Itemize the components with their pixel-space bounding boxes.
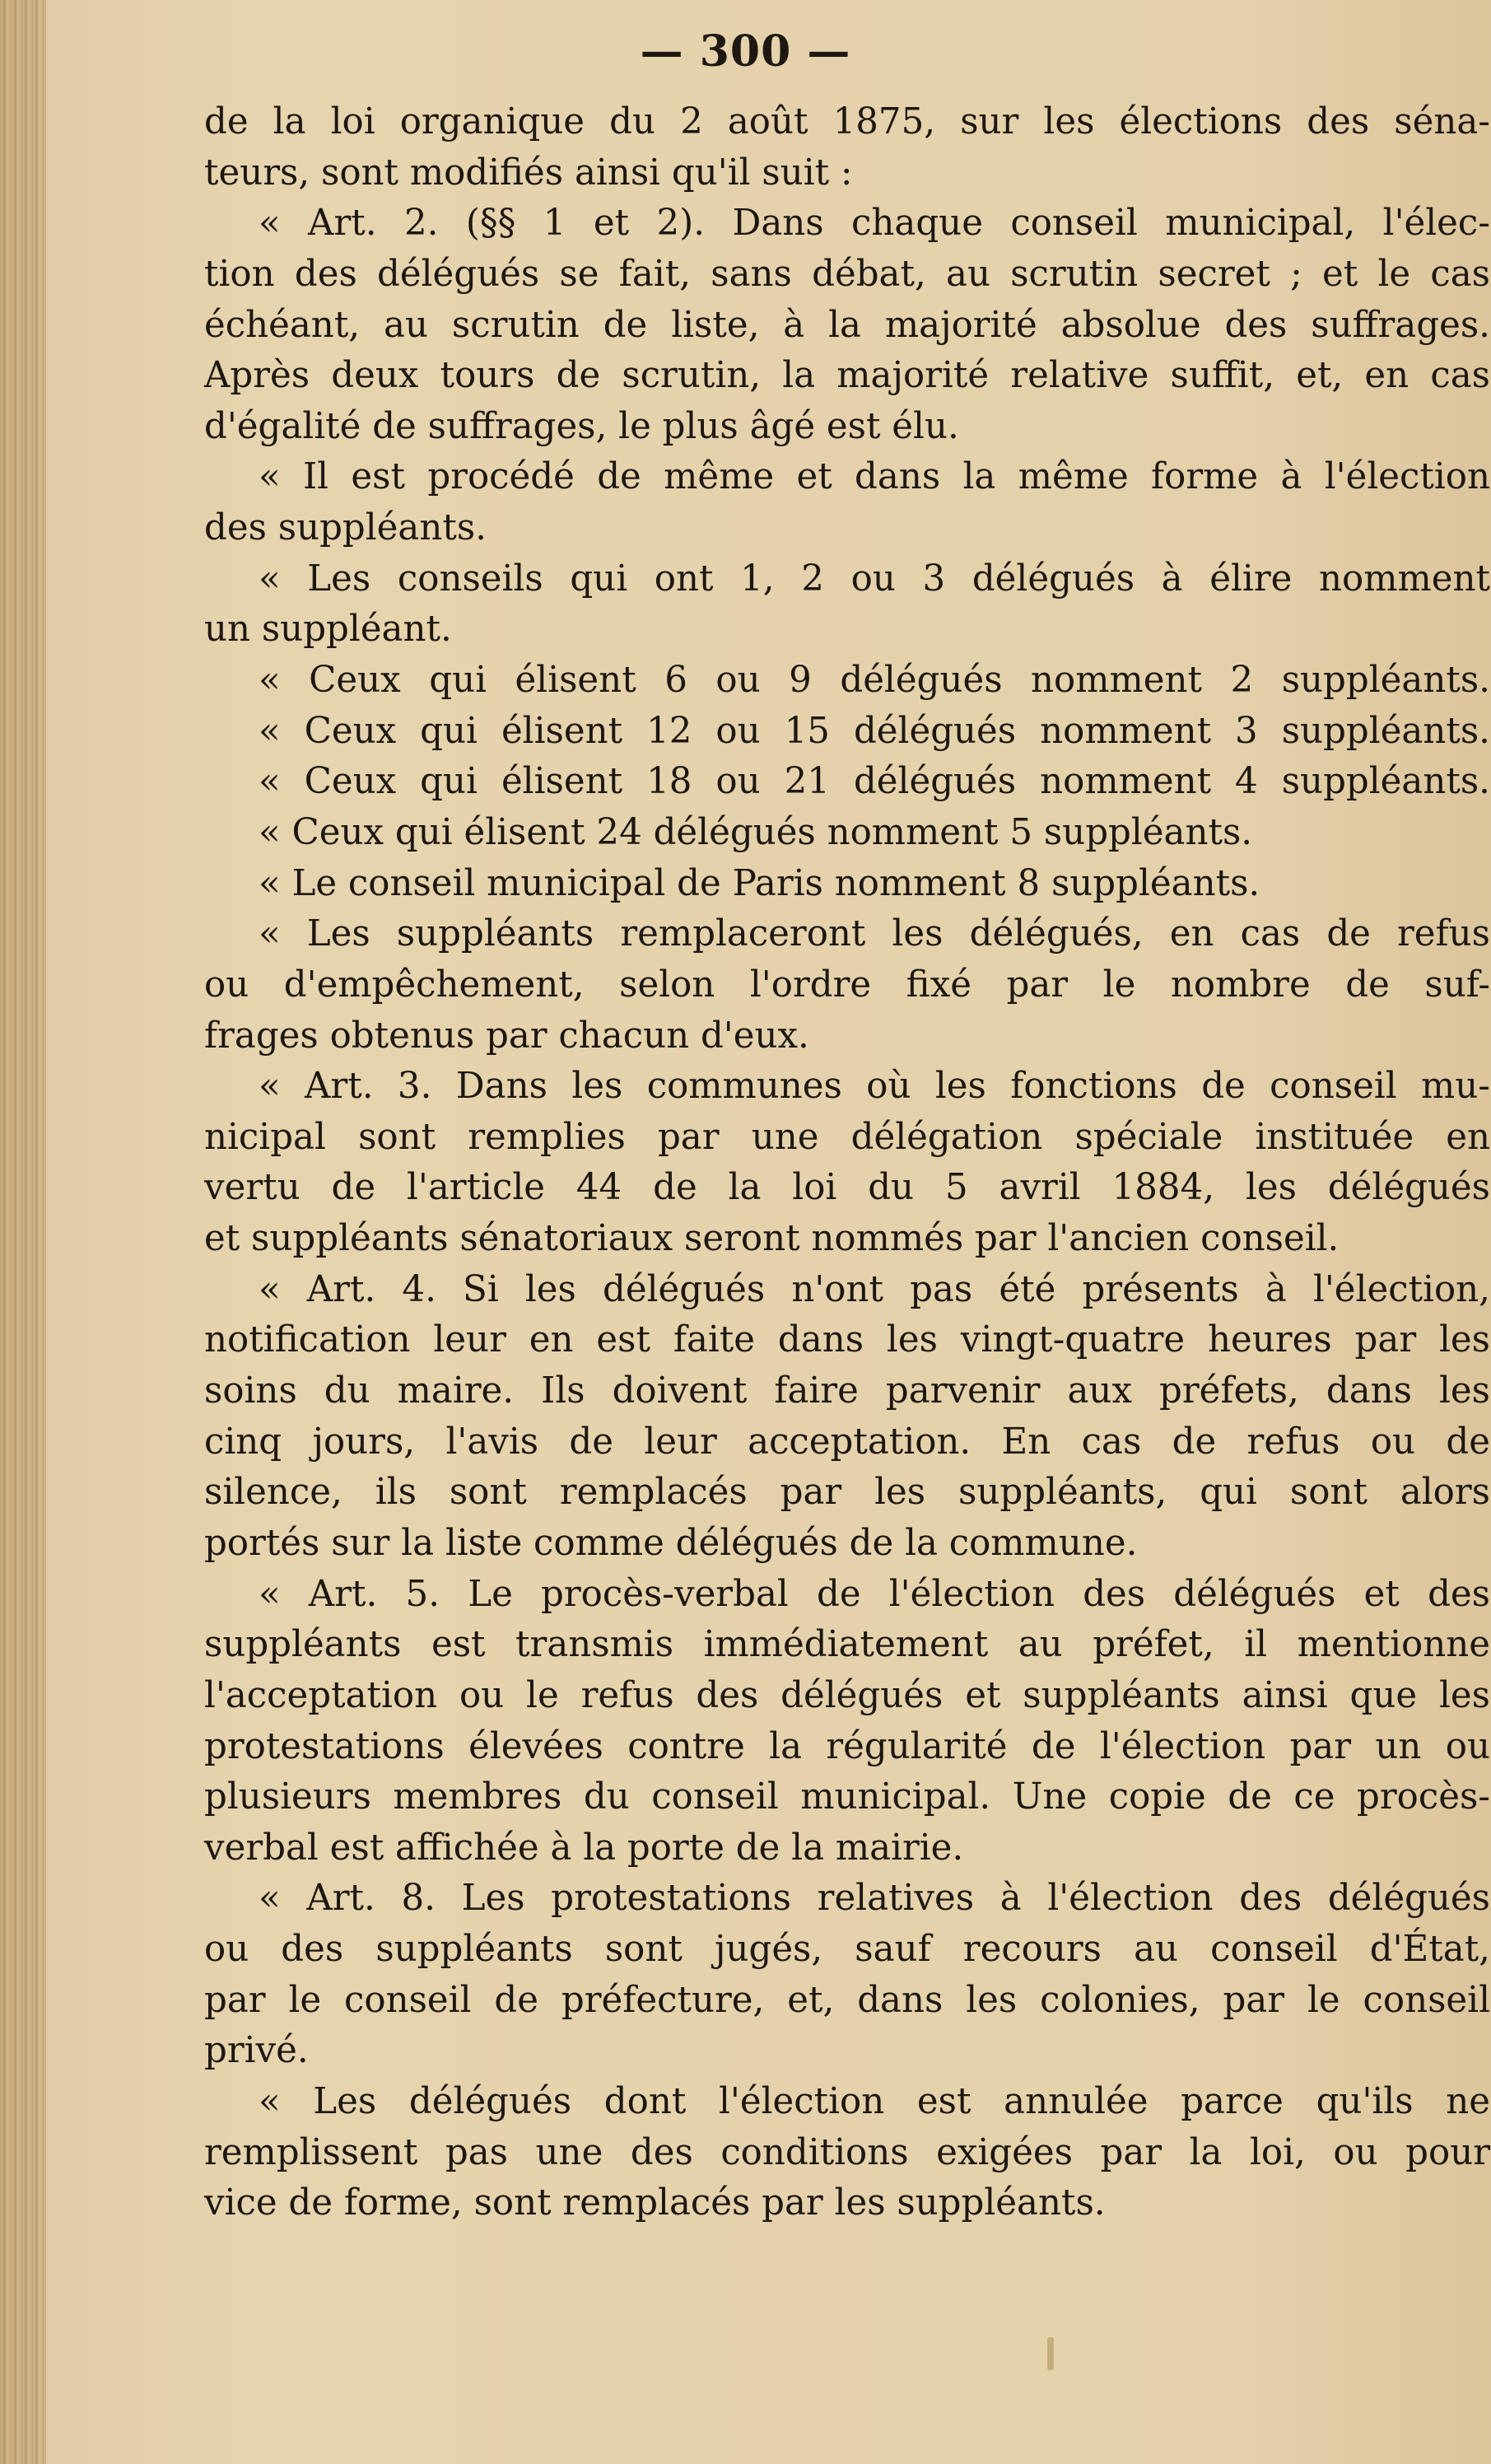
text-line: « Les délégués dont l'élection est annulée parce qu'ils ne — [259, 2080, 1490, 2122]
text-line: soins du maire. Ils doivent faire parvenir aux préfets, dans les — [204, 1370, 1490, 1412]
text-line: d'égalité de suffrages, le plus âgé est élu. — [204, 405, 959, 447]
body-text — [204, 97, 1490, 2229]
text-line: remplissent pas une des conditions exigées par la loi, ou pour — [204, 2131, 1490, 2173]
text-line: « Il est procédé de même et dans la même forme à l'élection — [259, 456, 1490, 498]
text-line: et suppléants sénatoriaux seront nommés par l'ancien conseil. — [204, 1218, 1340, 1260]
text-line: « Art. 2. (§§ 1 et 2). Dans chaque conseil municipal, l'élec- — [259, 203, 1490, 245]
text-line: teurs, sont modifiés ainsi qu'il suit : — [204, 152, 853, 194]
text-line: « Art. 4. Si les délégués n'ont pas été présents à l'élection, — [259, 1268, 1490, 1310]
text-line: protestations élevées contre la régularité de l'élection par un ou — [204, 1725, 1490, 1767]
text-line: portés sur la liste comme délégués de la commune. — [204, 1522, 1138, 1564]
text-line: ou d'empêchement, selon l'ordre fixé par le nombre de suf- — [204, 964, 1490, 1006]
text-line: verbal est affichée à la porte de la mairie. — [204, 1827, 964, 1869]
text-line: tion des délégués se fait, sans débat, au scrutin secret ; et le cas — [204, 253, 1490, 295]
text-line: « Les suppléants remplaceront les délégués, en cas de refus — [259, 913, 1490, 955]
text-line: vertu de l'article 44 de la loi du 5 avril 1884, les délégués — [204, 1167, 1490, 1209]
text-line: « Art. 3. Dans les communes où les fonctions de conseil mu- — [259, 1066, 1490, 1108]
text-line: « Ceux qui élisent 12 ou 15 délégués nomment 3 suppléants. — [259, 710, 1490, 752]
text-line: plusieurs membres du conseil municipal. Une copie de ce procès- — [204, 1776, 1490, 1818]
text-line: un suppléant. — [204, 609, 452, 651]
text-line: frages obtenus par chacun d'eux. — [204, 1015, 809, 1057]
binding-gutter — [0, 0, 46, 2464]
text-line: privé. — [204, 2030, 309, 2072]
text-line: vice de forme, sont remplacés par les suppléants. — [204, 2182, 1106, 2224]
text-line: des suppléants. — [204, 507, 487, 549]
text-line: « Art. 5. Le procès-verbal de l'élection des délégués et des — [259, 1573, 1490, 1615]
text-line: l'acceptation ou le refus des délégués et suppléants ainsi que les — [204, 1674, 1490, 1716]
text-line: par le conseil de préfecture, et, dans les colonies, par le conseil — [204, 1979, 1490, 2021]
text-line: « Ceux qui élisent 24 délégués nomment 5 suppléants. — [259, 811, 1253, 853]
text-line: Après deux tours de scrutin, la majorité relative suffit, et, en cas — [204, 355, 1490, 397]
text-line: « Les conseils qui ont 1, 2 ou 3 délégués à élire nomment — [259, 558, 1490, 600]
text-line: nicipal sont remplies par une délégation spéciale instituée en — [204, 1116, 1490, 1158]
paper-stain — [1047, 2337, 1054, 2370]
text-line: ou des suppléants sont jugés, sauf recours au conseil d'État, — [204, 1929, 1490, 1971]
text-line: cinq jours, l'avis de leur acceptation. En cas de refus ou de — [204, 1421, 1490, 1463]
text-line: silence, ils sont remplacés par les suppléants, qui sont alors — [204, 1472, 1490, 1514]
text-line: « Ceux qui élisent 6 ou 9 délégués nomment 2 suppléants. — [259, 660, 1490, 702]
text-line: « Ceux qui élisent 18 ou 21 délégués nomment 4 suppléants. — [259, 761, 1490, 803]
text-line: « Art. 8. Les protestations relatives à l'élection des délégués — [259, 1878, 1490, 1920]
text-line: suppléants est transmis immédiatement au préfet, il mentionne — [204, 1624, 1490, 1666]
text-line: échéant, au scrutin de liste, à la majorité absolue des suffrages. — [204, 304, 1490, 346]
text-line: de la loi organique du 2 août 1875, sur les élections des séna- — [204, 101, 1490, 142]
page-number: — 300 — — [640, 26, 851, 77]
text-line: notification leur en est faite dans les vingt-quatre heures par les — [204, 1319, 1490, 1361]
text-line: « Le conseil municipal de Paris nomment 8 suppléants. — [259, 862, 1260, 904]
